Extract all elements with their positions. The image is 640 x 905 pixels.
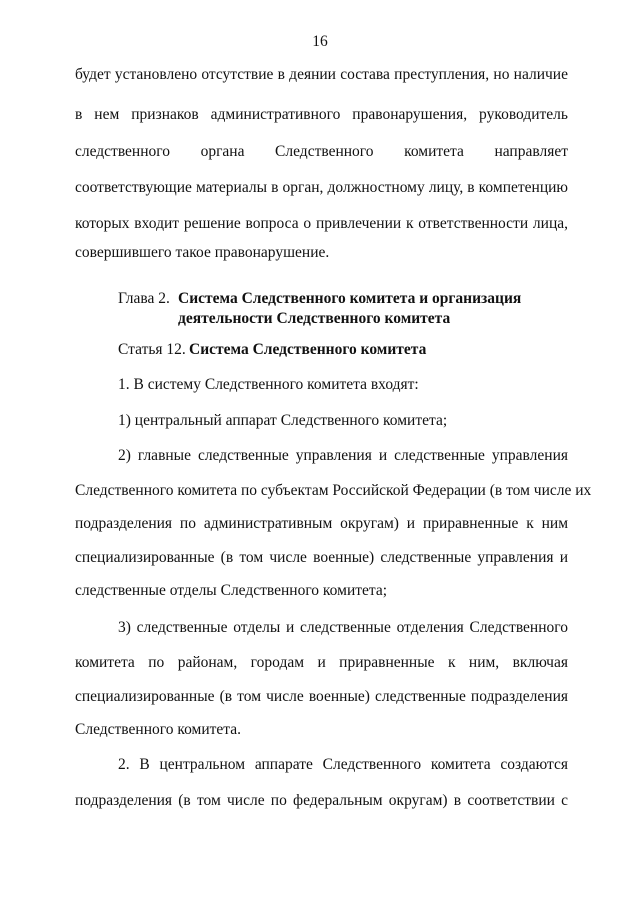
text-line: подразделения по административным округам) и приравненные к ним: [75, 515, 568, 532]
article-label: Статья 12.: [118, 341, 186, 358]
text-line: следственные отделы Следственного комитета;: [75, 582, 388, 599]
chapter-label: Глава 2.: [118, 290, 170, 307]
text-line: 2) главные следственные управления и следственные управления: [118, 447, 568, 464]
paragraph: 1. В систему Следственного комитета входят:: [118, 376, 419, 393]
page-number: 16: [312, 33, 328, 50]
text-line: комитета по районам, городам и приравненные к ним, включая: [75, 654, 568, 671]
text-line: 3) следственные отделы и следственные отделения Следственного: [118, 619, 568, 636]
text-line: в нем признаков административного правонарушения, руководитель: [75, 106, 568, 123]
text-line: специализированные (в том числе военные) следственные управления и: [75, 549, 568, 566]
chapter-title: деятельности Следственного комитета: [178, 310, 451, 327]
text-line: специализированные (в том числе военные) следственные подразделения: [75, 688, 568, 705]
text-line: 2. В центральном аппарате Следственного комитета создаются: [118, 756, 568, 773]
chapter-title: Система Следственного комитета и организация: [178, 290, 522, 307]
article-title: Система Следственного комитета: [189, 341, 427, 358]
text-line: следственного органа Следственного комитета направляет: [75, 143, 568, 160]
text-line: совершившего такое правонарушение.: [75, 244, 330, 261]
text-line: подразделения (в том числе по федеральным округам) в соответствии с: [75, 792, 568, 809]
text-line: соответствующие материалы в орган, должностному лицу, в компетенцию: [75, 179, 568, 196]
paragraph: 1) центральный аппарат Следственного комитета;: [118, 412, 448, 429]
text-line: Следственного комитета по субъектам Российской Федерации (в том числе их: [75, 482, 592, 499]
text-line: которых входит решение вопроса о привлечении к ответственности лица,: [75, 215, 568, 232]
text-line: будет установлено отсутствие в деянии состава преступления, но наличие: [75, 66, 568, 83]
text-line: Следственного комитета.: [75, 721, 242, 738]
